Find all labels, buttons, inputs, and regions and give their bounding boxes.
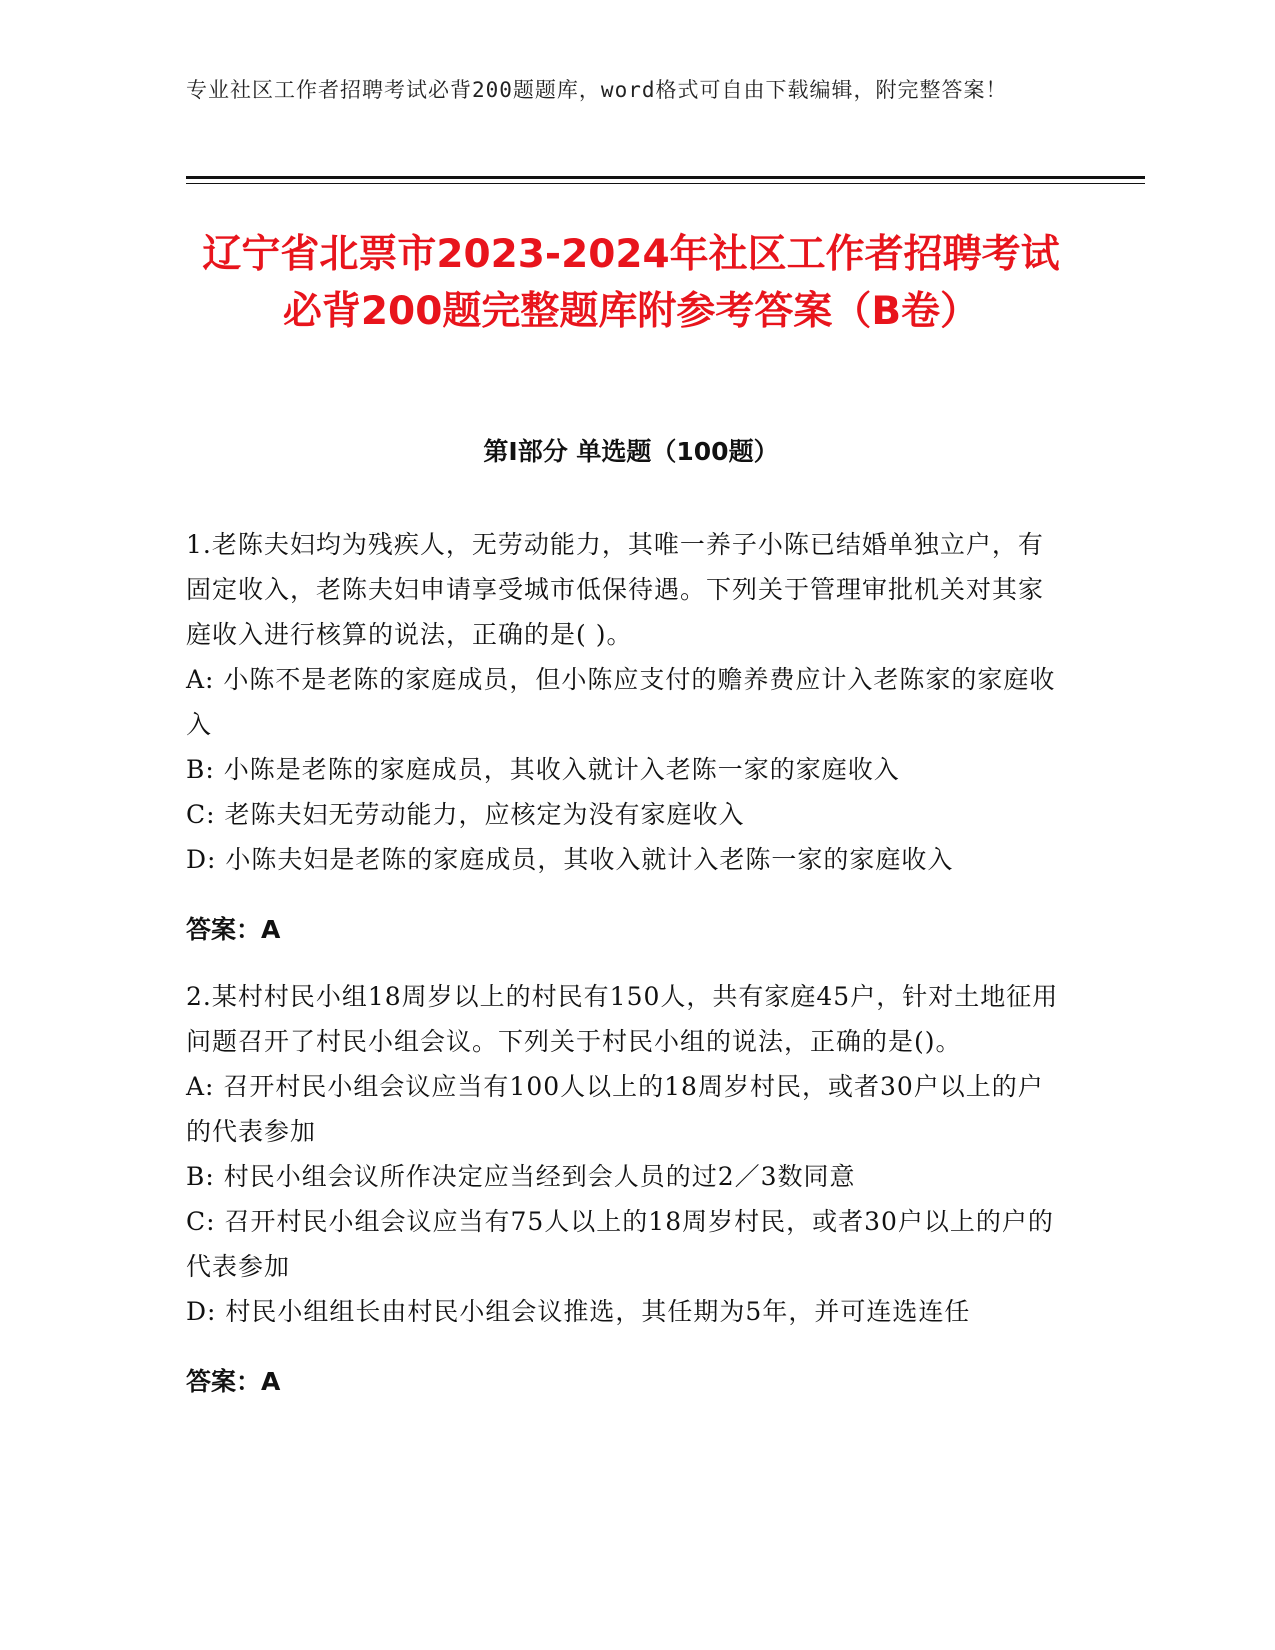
document-title: 辽宁省北票市2023-2024年社区工作者招聘考试必背200题完整题库附参考答案（B卷） <box>202 232 1060 334</box>
option-b: B: 小陈是老陈的家庭成员，其收入就计入老陈一家的家庭收入 <box>186 755 900 784</box>
option-d: D: 小陈夫妇是老陈的家庭成员，其收入就计入老陈一家的家庭收入 <box>186 845 954 874</box>
option-c: C: 召开村民小组会议应当有75人以上的18周岁村民，或者30户以上的户的代表参加 <box>186 1207 1054 1281</box>
header-divider-thin <box>186 183 1145 184</box>
header-divider-thick <box>186 176 1145 179</box>
question-1 <box>186 522 1066 977</box>
option-a: A: 小陈不是老陈的家庭成员，但小陈应支付的赡养费应计入老陈家的家庭收入 <box>186 665 1056 739</box>
header-note: 专业社区工作者招聘考试必背200题题库，word格式可自由下载编辑，附完整答案！ <box>186 78 1008 102</box>
option-b: B: 村民小组会议所作决定应当经到会人员的过2／3数同意 <box>186 1162 856 1191</box>
answer: 答案：A <box>186 915 281 944</box>
section-title: 第I部分 单选题（100题） <box>483 437 779 466</box>
option-c: C: 老陈夫妇无劳动能力，应核定为没有家庭收入 <box>186 800 745 829</box>
question-stem: 2.某村村民小组18周岁以上的村民有150人，共有家庭45户，针对土地征用问题召开了村民小组会议。下列关于村民小组的说法，正确的是()。 <box>186 982 1059 1056</box>
question-stem: 1.老陈夫妇均为残疾人，无劳动能力，其唯一养子小陈已结婚单独立户，有固定收入，老陈夫妇申请享受城市低保待遇。下列关于管理审批机关对其家庭收入进行核算的说法，正确的是( )。 <box>186 530 1045 649</box>
answer: 答案：A <box>186 1367 281 1396</box>
question-2 <box>186 974 1066 1429</box>
option-d: D: 村民小组组长由村民小组会议推选，其任期为5年，并可连选连任 <box>186 1297 971 1326</box>
option-a: A: 召开村民小组会议应当有100人以上的18周岁村民，或者30户以上的户的代表参加 <box>186 1072 1044 1146</box>
